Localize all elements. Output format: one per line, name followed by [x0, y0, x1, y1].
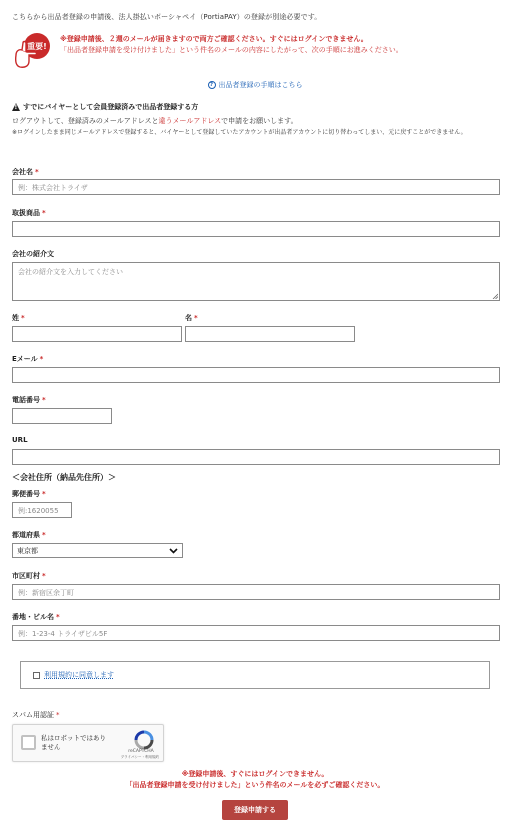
required-mark: * [42, 490, 46, 498]
required-mark: * [56, 711, 60, 719]
prefecture-label-text: 都道府県 [12, 531, 40, 539]
prefecture-select[interactable] [12, 543, 183, 558]
products-label [12, 208, 46, 218]
products-input[interactable] [12, 221, 500, 237]
url-input[interactable] [12, 449, 500, 465]
required-mark: * [194, 314, 198, 322]
address-section-heading: ＜会社住所（納品先住所）＞ [12, 473, 116, 482]
company-intro-label [12, 249, 54, 259]
warning-body-pre: ログアウトして、登録済みのメールアドレスと [12, 117, 159, 125]
email-input[interactable] [12, 367, 500, 383]
last-name-input[interactable] [12, 326, 182, 342]
important-badge-text: 重要! [27, 42, 47, 51]
notice-line-1: ※登録申請後、２週のメールが届きますので両方ご確認ください。すぐにはログインできません。 [60, 35, 368, 43]
recaptcha-checkbox[interactable] [21, 735, 36, 750]
company-intro-textarea[interactable] [12, 262, 500, 301]
phone-label [12, 395, 46, 405]
zip-input[interactable]: 例:1620055 [12, 502, 72, 518]
required-mark: * [42, 531, 46, 539]
email-label [12, 354, 43, 364]
warning-body-post: で申請をお願いします。 [221, 117, 298, 125]
url-label-text: URL [12, 436, 28, 444]
guide-link[interactable] [0, 80, 510, 90]
captcha-label [12, 710, 60, 720]
terms-link[interactable]: 利用規約に同意します [44, 671, 114, 679]
question-circle-icon: ? [208, 81, 216, 89]
captcha-label-text: スパム用認証 [12, 711, 54, 719]
required-mark: * [42, 572, 46, 580]
required-mark: * [42, 396, 46, 404]
prefecture-label [12, 530, 46, 540]
prefecture-value: 東京都 [17, 546, 38, 555]
phone-label-text: 電話番号 [12, 396, 40, 404]
warning-body [12, 116, 298, 126]
terms-checkbox[interactable] [33, 672, 40, 679]
guide-link-text[interactable]: 出品者登録の手順はこちら [218, 81, 303, 89]
url-label [12, 436, 28, 444]
warning-note: ※ログインしたまま同じメールアドレスで登録すると、バイヤーとして登録していたアカウントが出品者アカウントに切り替わってしまい、元に戻すことができません。 [12, 129, 467, 136]
recaptcha-links[interactable]: プライバシー・利用規約 [120, 755, 159, 759]
submit-button[interactable]: 登録申請する [222, 800, 288, 820]
first-name-label [185, 313, 198, 323]
street-label-text: 番地・ビル名 [12, 613, 54, 621]
city-label [12, 571, 46, 581]
street-label [12, 612, 60, 622]
warning-icon [12, 103, 20, 111]
zip-label-text: 郵便番号 [12, 490, 40, 498]
required-mark: * [39, 355, 44, 363]
company-input[interactable]: 例：株式会社トライザ [12, 179, 500, 195]
required-mark: * [21, 314, 25, 322]
warning-body-emphasis: 違うメールアドレス [158, 117, 222, 125]
resize-handle-icon[interactable] [492, 293, 498, 299]
zip-label [12, 489, 46, 499]
city-label-text: 市区町村 [12, 572, 40, 580]
street-input[interactable]: 例：1-23-4 トライザビル5F [12, 625, 500, 641]
company-label [12, 167, 39, 177]
bottom-note-line-2: 「出品者登録申請を受け付けました」という件名のメールを必ずご確認ください。 [125, 781, 385, 789]
terms-box [20, 661, 490, 689]
city-input[interactable]: 例：新宿区余丁町 [12, 584, 500, 600]
required-mark: * [56, 613, 60, 621]
company-label-text: 会社名 [12, 168, 33, 176]
recaptcha-logo-icon [133, 730, 155, 750]
email-label-text: Eメール [12, 355, 38, 363]
first-name-label-text: 名 [185, 314, 192, 322]
last-name-label [12, 313, 25, 323]
intro-text: こちらから出品者登録の申請後、法人掛払いボーシャペイ（PortiaPAY）の登録が別途必要です。 [12, 13, 322, 21]
company-intro-placeholder: 会社の紹介文を入力してください [18, 268, 123, 276]
last-name-label-text: 姓 [12, 314, 19, 322]
important-hand-icon [13, 31, 53, 69]
chevron-down-icon [169, 548, 178, 554]
required-mark: * [35, 168, 39, 176]
required-mark: * [42, 209, 46, 217]
products-label-text: 取扱商品 [12, 209, 40, 217]
company-intro-label-text: 会社の紹介文 [12, 250, 54, 258]
recaptcha-brand: reCAPTCHA [128, 749, 154, 754]
notice-line-2: 「出品者登録申請を受け付けました」という件名のメールの内容にしたがって、次の手順にお進みください。 [60, 46, 403, 54]
warning-title-text: すでにバイヤーとして会員登録済みで出品者登録する方 [23, 103, 199, 111]
first-name-input[interactable] [185, 326, 355, 342]
recaptcha-widget [12, 724, 164, 762]
recaptcha-text: 私はロボットではありません [41, 734, 106, 751]
warning-title [12, 102, 198, 112]
bottom-note-line-1: ※登録申請後、すぐにはログインできません。 [181, 770, 329, 778]
phone-input[interactable] [12, 408, 112, 424]
